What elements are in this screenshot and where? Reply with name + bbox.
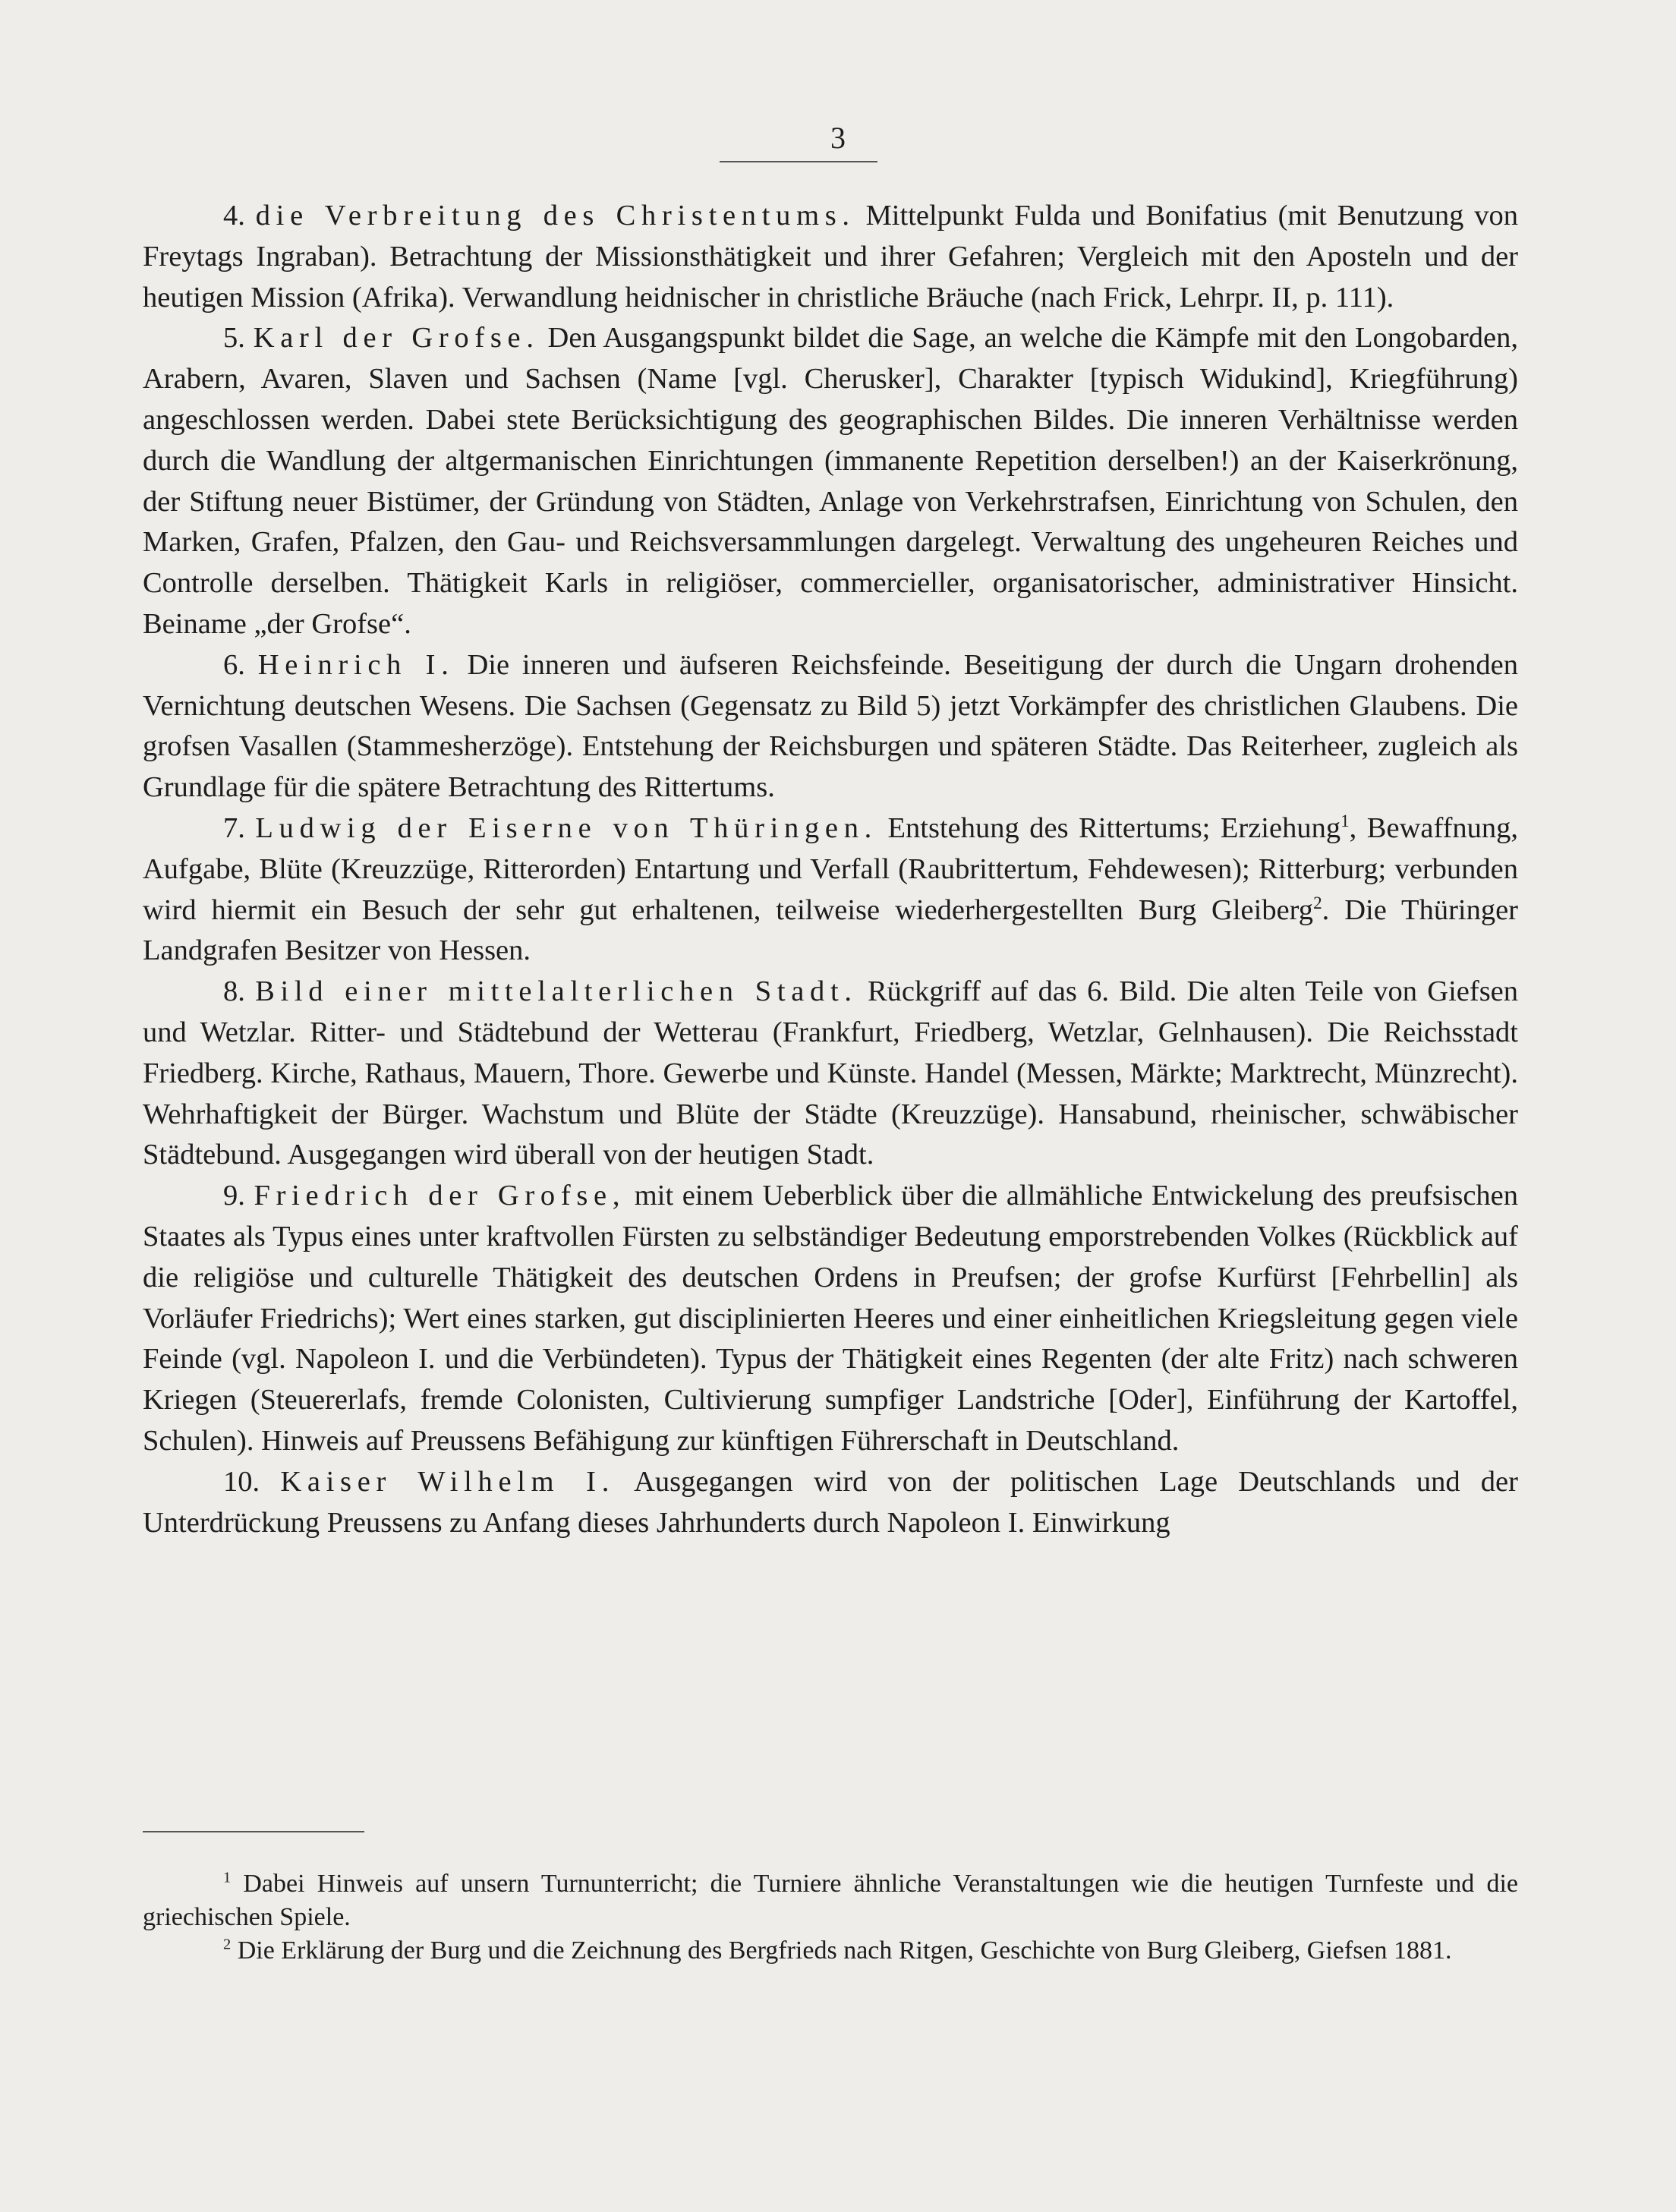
footnote-text: Die Erklärung der Burg und die Zeichnung des Bergfrieds nach Ritgen, Geschichte von Burg Gleiberg, Giefsen 1881. — [237, 1936, 1452, 1965]
footnote-2 — [143, 1934, 1518, 1968]
paragraph-9 — [143, 1176, 1518, 1462]
footnotes — [143, 1867, 1518, 1968]
paragraph-text: Entstehung des Rittertums; Erziehung — [887, 811, 1341, 844]
paragraph-title: Friedrich der Grofse, — [254, 1180, 626, 1212]
paragraph-10 — [143, 1462, 1518, 1544]
paragraph-number: 6. — [223, 648, 245, 681]
paragraph-title: Kaiser Wilhelm I. — [280, 1465, 616, 1498]
paragraph-number: 4. — [223, 200, 245, 232]
footnote-ref-1: 1 — [1340, 811, 1350, 831]
paragraph-number: 5. — [223, 322, 245, 354]
paragraph-text: mit einem Ueberblick über die allmähliche Entwickelung des preufsischen Staates als Typus eines unter kraftvollen Fürsten zu selbständiger Bedeutung emporstrebenden Volkes (Rückblick auf die religiöse und culturelle Thätigkeit des deutschen Ordens in Preufsen; der grofse Kurfürst [Fehrbellin] als Vorläufer Friedrichs); Wert eines starken, gut disciplinierten Heeres und einer einheitlichen Kriegsleitung gegen viele Feinde (vgl. Napoleon I. und die Verbündeten). Typus der Thätigkeit eines Regenten (der alte Fritz) nach schweren Kriegen (Steuererlafs, fremde Colonisten, Cultivierung sumpfiger Landstriche [Oder], Einführung der Kartoffel, Schulen). Hinweis auf Preussens Befähigung zur künftigen Führerschaft in Deutschland. — [143, 1180, 1519, 1457]
body-text — [143, 196, 1518, 1543]
paragraph-text-continued: , Bewaffnung, Aufgabe, Blüte (Kreuzzüge, Ritterorden) Entartung und Verfall (Raubrittertum, Fehdewesen); Ritterburg; verbunden wird hiermit ein Besuch der sehr gut erhaltenen, teilweise wiederhergestellten Burg Gleiberg — [143, 811, 1519, 926]
paragraph-number: 8. — [223, 975, 245, 1008]
paragraph-text: Ausgegangen wird von der politischen Lage Deutschlands und der Unterdrückung Preussens zu Anfang dieses Jahrhunderts durch Napoleon I. Einwirkung — [143, 1465, 1518, 1539]
paragraph-text-end: . Die Thüringer Landgrafen Besitzer von Hessen. — [143, 893, 1518, 967]
paragraph-text: Die inneren und äufseren Reichsfeinde. Beseitigung der durch die Ungarn drohenden Vernichtung deutschen Wesens. Die Sachsen (Gegensatz zu Bild 5) jetzt Vorkämpfer des christlichen Glaubens. Die grofsen Vasallen (Stammesherzöge). Entstehung der Reichsburgen und späteren Städte. Das Reiterheer, zugleich als Grundlage für die spätere Betrachtung des Rittertums. — [143, 648, 1519, 804]
paragraph-title: Karl der Grofse. — [253, 322, 540, 354]
paragraph-number: 9. — [223, 1180, 245, 1212]
paragraph-6 — [143, 645, 1518, 808]
paragraph-text: Den Ausgangspunkt bildet die Sage, an welche die Kämpfe mit den Longobarden, Arabern, Avaren, Slaven und Sachsen (Name [vgl. Cherusker], Charakter [typisch Widukind], Kriegführung) angeschlossen werden. Dabei stete Berücksichtigung des geographischen Bildes. Die inneren Verhältnisse werden durch die Wandlung der altgermanischen Einrichtungen (immanente Repetition derselben!) an der Kaiserkrönung, der Stiftung neuer Bistümer, der Gründung von Städten, Anlage von Verkehrstrafsen, Einrichtung von Schulen, den Marken, Grafen, Pfalzen, den Gau- und Reichsversammlungen dargelegt. Verwaltung des ungeheuren Reiches und Controlle derselben. Thätigkeit Karls in religiöser, commercieller, organisatorischer, administrativer Hinsicht. Beiname „der Grofse“. — [143, 322, 1519, 640]
footnote-text: Dabei Hinweis auf unsern Turnunterricht; die Turniere ähnliche Veranstaltungen wie die heutigen Turnfeste und die griechischen Spiele. — [143, 1870, 1518, 1931]
footnote-marker: 1 — [223, 1869, 232, 1886]
paragraph-text: Mittelpunkt Fulda und Bonifatius (mit Benutzung von Freytags Ingraban). Betrachtung der Missionsthätigkeit und ihrer Gefahren; Vergleich mit den Aposteln und der heutigen Mission (Afrika). Verwandlung heidnischer in christliche Bräuche (nach Frick, Lehrpr. II, p. 111). — [143, 200, 1518, 314]
paragraph-7 — [143, 808, 1518, 972]
paragraph-title: Bild einer mittelalterlichen Stadt. — [255, 975, 858, 1008]
paragraph-title: Heinrich I. — [257, 648, 455, 681]
footnote-ref-2: 2 — [1313, 892, 1322, 912]
paragraph-title: Ludwig der Eiserne von Thüringen. — [255, 811, 877, 844]
paragraph-8 — [143, 972, 1518, 1176]
footnote-1 — [143, 1867, 1518, 1934]
paragraph-text: Rückgriff auf das 6. Bild. Die alten Teile von Giefsen und Wetzlar. Ritter- und Städtebund der Wetterau (Frankfurt, Friedberg, Wetzlar, Gelnhausen). Die Reichsstadt Friedberg. Kirche, Rathaus, Mauern, Thore. Gewerbe und Künste. Handel (Messen, Märkte; Marktrecht, Münzrecht). Wehrhaftigkeit der Bürger. Wachstum und Blüte der Städte (Kreuzzüge). Hansabund, rheinischer, schwäbischer Städtebund. Ausgegangen wird überall von der heutigen Stadt. — [143, 975, 1519, 1171]
footnote-rule — [143, 1831, 364, 1832]
paragraph-number: 10. — [223, 1465, 260, 1498]
paragraph-4 — [143, 196, 1518, 318]
paragraph-5 — [143, 318, 1518, 644]
paragraph-number: 7. — [223, 811, 245, 844]
footnote-marker: 2 — [223, 1936, 232, 1953]
header-rule — [720, 161, 877, 162]
page-number: 3 — [830, 121, 846, 155]
paragraph-title: die Verbreitung des Christentums. — [255, 200, 855, 232]
